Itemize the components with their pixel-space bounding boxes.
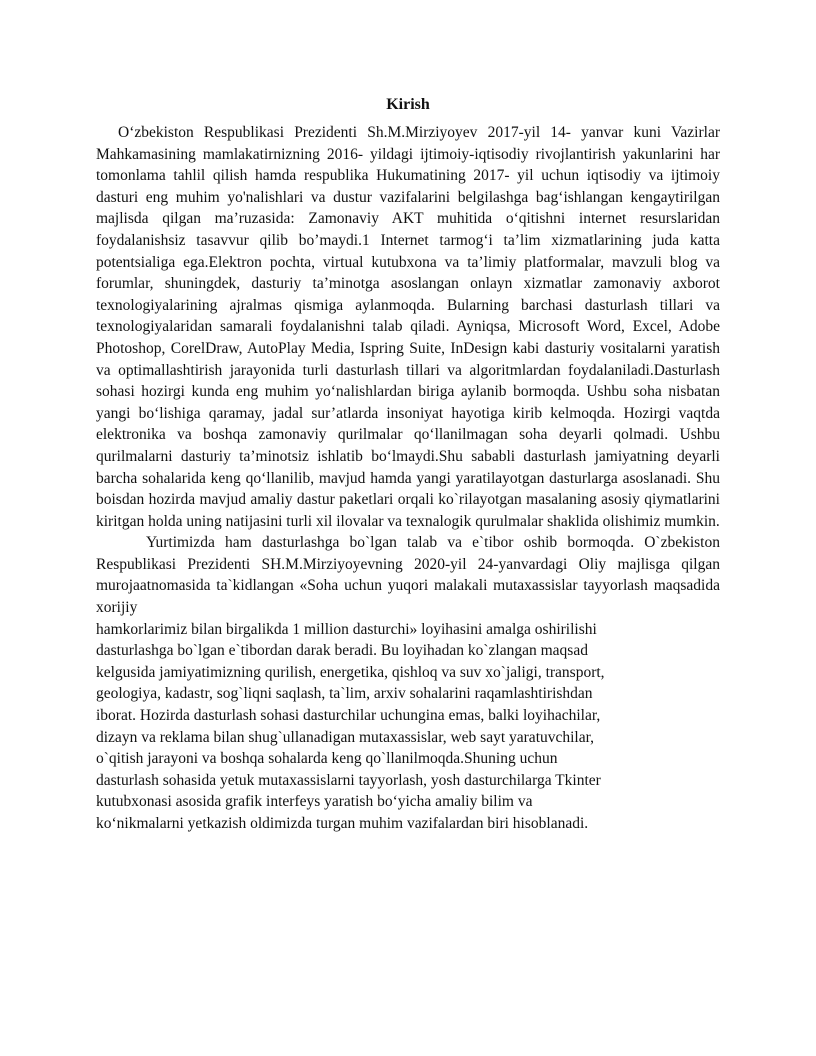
text-line: dasturlash sohasida yetuk mutaxassislarni tayyorlash, yosh dasturchilarga Tkinter	[96, 771, 601, 789]
paragraph-intro: O‘zbekiston Respublikasi Prezidenti Sh.M.Mirziyoyev 2017-yil 14- yanvar kuni Vazirlar Mahkamasining mamlakatirnizning 2016- yildagi ijtimoiy-iqtisodiy rivojlantirish yakunlarini har tomonlama tahlil qilish hamda respublika Hukumatining 2017- yil uchun iqtisodiy va ijtimoiy dasturi eng muhim yo'nalishlari va dustur vazifalarini belgilashga bag‘ishlangan kengaytirilgan majlisda qilgan ma’ruzasida: Zamonaviy AKT muhitida o‘qitishni internet resurslaridan foydalanishsiz tasavvur qilib bo’maydi.1 Internet tarmog‘i ta’lim xizmatlarining juda katta potentsialiga ega.Elektron pochta, virtual kutubxona va ta’limiy platformalar, mavzuli blog va forumlar, shuningdek, dasturiy ta’minotga asoslangan onlayn xizmatlar zamonaviy axborot texnologiyalarining ajralmas qismiga aylanmoqda. Bularning barchasi dasturlash tillari va texnologiyalaridan samarali foydalanishni talab qiladi. Ayniqsa, Microsoft Word, Excel, Adobe Photoshop, CorelDraw, AutoPlay Media, Ispring Suite, InDesign kabi dasturiy vositalarni yaratish va optimallashtirish jarayonida turli dasturlash tillari va algoritmlardan foydalaniladi.Dasturlash sohasi hozirgi kunda eng muhim yo‘nalishlardan biriga aylanib bormoqda. Ushbu soha nisbatan yangi bo‘lishiga qaramay, jadal sur’atlarda insoniyat hayotiga kirib kelmoqda. Hozirgi vaqtda elektronika va boshqa zamonaviy qurilmalar qo‘llanilmagan soha deyarli qolmadi. Ushbu qurilmalarni dasturiy ta’minotsiz ishlatib bo‘lmaydi.Shu sababli dasturlash jamiyatning deyarli barcha sohalarida keng qo‘llanilib, mavjud hamda yangi yaratilayotgan dasturlarga asoslanadi. Shu boisdan hozirda mavjud amaliy dastur paketlari orqali ko`rilayotgan masalaning asosiy qiymatlarini kiritgan holda uning natijasini turli xil ilovalar va texnalogik qurulmalar shaklida olishimiz mumkin.	[96, 124, 720, 530]
paragraph-programming-demand: Yurtimizda ham dasturlashga bo`lgan talab va e`tibor oshib bormoqda. O`zbekiston Respublikasi Prezidenti SH.M.Mirziyoyevning 2020-yil 24-yanvardagi Oliy majlisga qilgan murojaatnomasida ta`kidlangan «Soha uchun yuqori malakali mutaxassislar tayyorlash maqsadida xorijiy	[96, 534, 720, 617]
text-line: ko‘nikmalarni yetkazish oldimizda turgan muhim vazifalardan biri hisoblanadi.	[96, 815, 589, 832]
paragraph-million-programmers	[96, 619, 720, 835]
document-page	[96, 94, 720, 835]
text-line: hamkorlarimiz bilan birgalikda 1 million dasturchi» loyihasini amalga oshirilishi	[96, 620, 597, 638]
text-line: dasturlashga bo`lgan e`tibordan darak beradi. Bu loyihadan ko`zlangan maqsad	[96, 642, 588, 660]
text-line: geologiya, kadastr, sog`liqni saqlash, ta`lim, arxiv sohalarini raqamlashtirishdan	[96, 685, 593, 703]
text-line: dizayn va reklama bilan shug`ullanadigan mutaxassislar, web sayt yaratuvchilar,	[96, 728, 595, 746]
page-title: Kirish	[386, 96, 430, 113]
text-line: o`qitish jarayoni va boshqa sohalarda keng qo`llanilmoqda.Shuning uchun	[96, 750, 558, 768]
text-line: kutubxonasi asosida grafik interfeys yaratish bo‘yicha amaliy bilim va	[96, 793, 533, 811]
text-line: iborat. Hozirda dasturlash sohasi dasturchilar uchungina emas, balki loyihachilar,	[96, 707, 601, 725]
text-line: kelgusida jamiyatimizning qurilish, energetika, qishloq va suv xo`jaligi, transport,	[96, 663, 605, 681]
